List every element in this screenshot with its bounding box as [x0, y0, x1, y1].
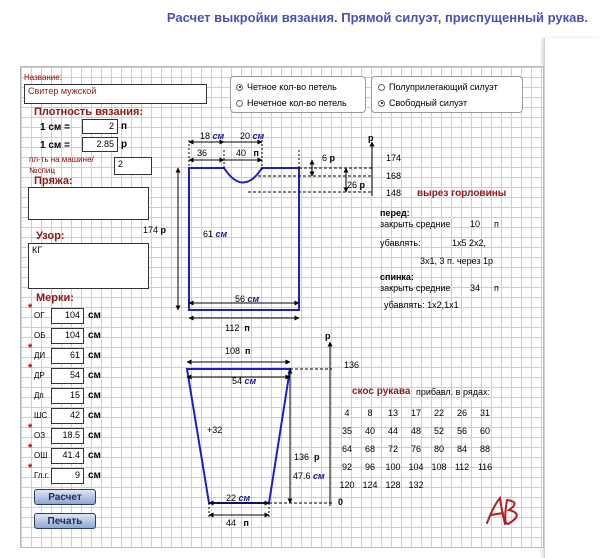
cm-unit: см: [212, 131, 225, 141]
radio-even-loops-label: Четное кол-во петель: [247, 82, 337, 92]
measure-label: Гл.г.: [34, 471, 49, 480]
sleeve-height-rows-label: [294, 452, 320, 462]
neck-depth-back-label: [347, 180, 365, 190]
r-unit: р: [359, 180, 366, 190]
neckline-title: вырез горловины: [417, 188, 507, 199]
density-rows-input[interactable]: 2.85: [82, 137, 118, 152]
rows-table-cell: 35: [341, 426, 352, 436]
back-label: спинка:: [380, 272, 414, 282]
sleeve-height-cm-label: [293, 471, 325, 481]
shoulder-p-label: [197, 148, 207, 158]
front-close-text: закрыть средние: [380, 219, 451, 229]
rows-top-label: 174: [386, 153, 402, 163]
body-width-cm-label: [235, 294, 259, 304]
rows-table-cell: 48: [410, 426, 421, 436]
sleeve-height-cm-value: 47.6: [293, 471, 311, 481]
body-width-p-value: 112: [225, 323, 240, 333]
sleeve-increase-label: +32: [207, 425, 223, 435]
neck-depth-back-value: 26: [347, 180, 358, 190]
rows-axis-label: р: [368, 133, 374, 143]
neck-depth-front-value: 6: [322, 153, 328, 163]
cm-unit: см: [215, 229, 228, 239]
required-star-icon: *: [28, 442, 33, 454]
sleeve-top-p-label: [225, 346, 250, 356]
body-outline: [189, 168, 299, 310]
measure-input[interactable]: 54: [51, 368, 84, 384]
density-label: Плотность вязания:: [34, 106, 144, 118]
measure-unit: см: [88, 410, 101, 421]
rows-table-cell: 84: [456, 444, 467, 454]
measure-label: ДР: [34, 371, 45, 380]
sleeve-bottom-cm-label: [226, 493, 250, 503]
measure-unit: см: [88, 450, 101, 461]
body-height-cm-value: 61: [203, 229, 214, 239]
back-close-value: 34: [470, 283, 481, 293]
shoulder-p-value: 36: [197, 148, 208, 158]
yarn-label: Пряжа:: [34, 175, 73, 187]
rows-table-cell: 8: [367, 408, 373, 418]
rows-table-cell: 13: [387, 408, 398, 418]
cm-unit: см: [238, 493, 251, 503]
front-decrease-1: 1х5 2х2,: [452, 238, 487, 248]
rows-table-cell: 60: [479, 426, 490, 436]
measure-label: Дп: [34, 391, 44, 400]
sleeve-top-p-value: 108: [225, 346, 241, 356]
density-rows-unit: р: [121, 139, 128, 150]
rows-table-cell: 88: [479, 444, 490, 454]
p-unit: п: [243, 518, 249, 528]
sleeve-bottom-p-value: 44: [226, 518, 237, 528]
body-height-rows-value: 174: [143, 225, 159, 235]
front-close-value: 10: [470, 219, 481, 229]
rows-table-cell: 112: [454, 462, 470, 472]
measures-label: Мерки:: [36, 292, 74, 304]
rows-table-cell: 40: [364, 426, 375, 436]
measure-input[interactable]: 15: [51, 388, 84, 404]
rows-table-cell: 44: [387, 426, 398, 436]
measure-label: ОГ: [34, 311, 45, 320]
measure-label: ШС: [34, 411, 48, 420]
front-label: перед:: [380, 208, 410, 218]
sleeve-zero-label: 0: [338, 497, 344, 507]
density-stitches-input[interactable]: 2: [82, 119, 118, 134]
cm-unit: см: [247, 294, 260, 304]
rows-table-cell: 4: [344, 408, 350, 418]
radio-semi-fitted-label: Полуприлегающий силуэт: [389, 82, 498, 92]
neck-cm-value: 20: [240, 131, 251, 141]
neck-cm-label: [240, 131, 264, 141]
sleeve-outline: [187, 369, 290, 503]
measure-label: ДИ: [34, 351, 46, 360]
rows-table-cell: 17: [410, 408, 421, 418]
p-unit: п: [245, 346, 251, 356]
measure-unit: см: [88, 330, 101, 341]
neck-p-value: 40: [236, 148, 247, 158]
print-button[interactable]: Печать: [34, 513, 96, 529]
back-close-text: закрыть средние: [380, 283, 451, 293]
sleeve-bottom-p-label: [226, 518, 249, 528]
required-star-icon: *: [28, 462, 33, 474]
sleeve-top-cm-label: [232, 376, 256, 386]
cm-unit: см: [244, 376, 257, 386]
rows-table-cell: 72: [387, 444, 398, 454]
rows-neck-front-label: 148: [386, 188, 402, 198]
rows-table-cell: 132: [408, 480, 424, 490]
needle-number-label: №спиц: [29, 166, 55, 175]
body-width-cm-value: 56: [235, 294, 246, 304]
sleeve-bevel-subtitle: прибавл. в рядах:: [416, 387, 491, 397]
measure-input[interactable]: 41.4: [51, 448, 84, 464]
r-unit: р: [314, 452, 320, 462]
neck-depth-front-label: [322, 153, 335, 163]
measure-input[interactable]: 104: [51, 308, 84, 324]
r-unit: р: [329, 153, 336, 163]
cm-unit: см: [313, 471, 325, 481]
front-close-unit: п: [494, 219, 499, 229]
measure-label: ОБ: [34, 331, 46, 340]
sleeve-top-cm-value: 54: [232, 376, 243, 386]
measure-input[interactable]: 18.5: [51, 428, 84, 444]
rows-table-cell: 56: [456, 426, 467, 436]
shoulder-cm-label: [200, 131, 224, 141]
rows-table-cell: 68: [364, 444, 375, 454]
measure-unit: см: [88, 350, 101, 361]
rows-table-cell: 108: [431, 462, 447, 472]
rows-table-cell: 64: [341, 444, 352, 454]
rows-table-cell: 120: [339, 480, 355, 490]
measure-input[interactable]: 42: [51, 408, 84, 424]
rows-table-cell: 80: [433, 444, 444, 454]
measure-unit: см: [88, 430, 101, 441]
measure-unit: см: [88, 390, 101, 401]
measure-unit: см: [88, 470, 101, 481]
pattern-label: Узор:: [36, 230, 65, 242]
required-star-icon: *: [28, 362, 33, 374]
required-star-icon: *: [28, 302, 33, 314]
sleeve-bevel-title: скос рукава: [352, 386, 411, 397]
measure-input[interactable]: 61: [51, 348, 84, 364]
sleeve-bottom-cm-value: 22: [226, 493, 237, 503]
back-decrease: убавлять: 1х2,1х1: [384, 300, 459, 310]
rows-table-cell: 128: [385, 480, 401, 490]
sleeve-rows-axis-label: р: [325, 331, 331, 341]
measure-label: ОШ: [34, 451, 48, 460]
rows-table-cell: 22: [433, 408, 444, 418]
required-star-icon: *: [28, 422, 33, 434]
r-unit: р: [160, 225, 167, 235]
rows-neck-back-label: 168: [386, 171, 402, 181]
measure-unit: см: [88, 310, 101, 321]
radio-odd-loops-label: Нечетное кол-во петель: [247, 98, 347, 108]
required-star-icon: *: [28, 342, 33, 354]
body-height-rows-label: [143, 225, 166, 235]
needle-input[interactable]: 2: [114, 157, 152, 175]
back-close-unit: п: [494, 283, 499, 293]
rows-table-cell: 100: [385, 462, 401, 472]
rows-table-cell: 116: [477, 462, 493, 472]
p-unit: п: [244, 323, 250, 333]
body-width-p-label: [225, 323, 250, 333]
body-height-cm-label: [203, 229, 227, 239]
machine-density-label: пл-ть на машине/: [29, 155, 94, 164]
p-unit: п: [253, 148, 259, 158]
page-title: Расчет выкройки вязания. Прямой силуэт, приспущенный рукав.: [166, 10, 588, 25]
density-stitches-unit: п: [121, 121, 128, 132]
name-input[interactable]: Свитер мужской: [24, 84, 207, 104]
neck-p-label: [236, 148, 259, 158]
rows-table-cell: 96: [364, 462, 375, 472]
measure-label: ОЗ: [34, 431, 46, 440]
sleeve-rows-top-label: 136: [344, 360, 360, 370]
calc-button[interactable]: Расчет: [34, 489, 96, 505]
measure-input[interactable]: 9: [51, 468, 84, 484]
rows-table-cell: 26: [456, 408, 467, 418]
density-row2-label: 1 см =: [40, 140, 70, 151]
measure-unit: см: [88, 370, 101, 381]
rows-table-cell: 124: [362, 480, 378, 490]
rows-table-cell: 104: [408, 462, 424, 472]
rows-table-cell: 76: [410, 444, 421, 454]
rows-table-cell: 92: [341, 462, 352, 472]
radio-loose-fit-label: Свободный силуэт: [389, 98, 468, 108]
rows-table-cell: 52: [433, 426, 444, 436]
cm-unit: см: [252, 131, 265, 141]
front-decrease-2: 3х1, 3 п. через 1р: [420, 256, 494, 266]
pattern-textarea[interactable]: КГ: [28, 243, 149, 289]
measure-input[interactable]: 104: [51, 328, 84, 344]
shoulder-cm-value: 18: [200, 131, 211, 141]
ab-logo: [487, 498, 517, 524]
rows-table-cell: 31: [479, 408, 490, 418]
density-row1-label: 1 см =: [40, 122, 70, 133]
sleeve-height-rows-value: 136: [294, 452, 310, 462]
name-label: Название:: [24, 73, 62, 82]
front-decrease-label: убавлять:: [380, 238, 421, 248]
